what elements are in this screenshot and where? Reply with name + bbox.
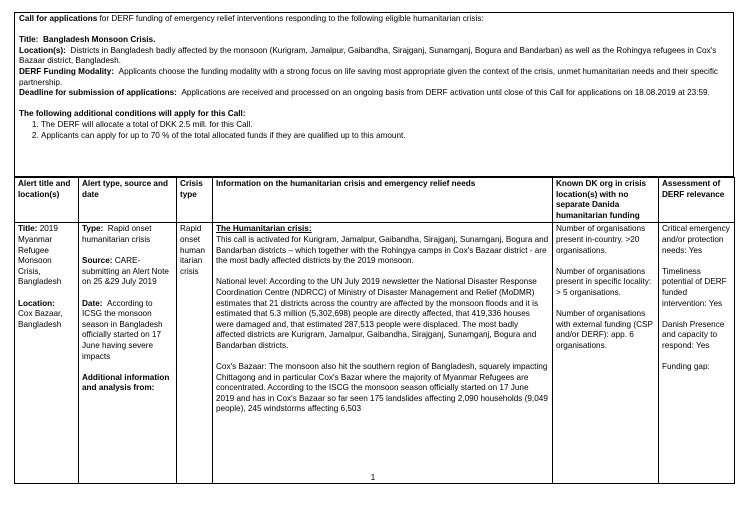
call-intro-label: Call for applications [19, 14, 98, 23]
row-location-label: Location: [18, 298, 55, 308]
title-value: Bangladesh Monsoon Crisis. [42, 35, 156, 45]
cell-known-dk-org [553, 223, 659, 484]
row-type-value: Rapid onset humanitarian crisis [82, 224, 152, 244]
location-label: Location(s): [19, 45, 66, 55]
conditions-heading: The following additional conditions will apply for this Call: [19, 109, 246, 119]
row-crisis-type: Rapid onset human itarian crisis [180, 224, 206, 276]
condition-item: 2. Applicants can apply for up to 70 % of the total allocated funds if they are qualified up to this amount. [41, 131, 729, 142]
title-label: Title: [19, 35, 39, 45]
row-source-label: Source: [82, 256, 113, 266]
row-date-label: Date: [82, 298, 103, 308]
row-type-label: Type: [82, 224, 104, 234]
location-value: Districts in Bangladesh badly affected by the monsoon (Kurigram, Jamalpur, Gaibandha, Sirajganj, Sunamganj, Bogura and Bandarban) as well as the Rohingya refugees in Cox's Bazaar district, Bangladesh. [19, 45, 717, 66]
header-alert-type: Alert type, source and date [79, 178, 177, 223]
modality-value: Applicants choose the funding modality with a strong focus on life saving most appropriate given the context of the crisis, unmet humanitarian needs and their specific partnership. [19, 66, 719, 87]
call-title [19, 35, 729, 46]
call-for-applications-box [14, 12, 734, 177]
row-crisis-paragraph-3: Cox's Bazaar: The monsoon also hit the southern region of Bangladesh, squarely impacting Chittagong and in particular Cox's Bazar where the majority of Myanmar Refugees are concentrated. According to the ISCG the monsoon season officially started on 17 June 2019 and has in Cox's Bazaar so far seen 175 landslides affecting 2,090 households (9,049 people), 245 windstorms affecting 6,503 [216, 362, 548, 414]
deadline-value: Applications are received and processed on an ongoing basis from DERF activation until close of this Call for applications on 18.08.2019 at 23:59. [181, 88, 710, 98]
row-title-value: 2019 Myanmar Refugee Monsoon Crisis, Bangladesh [18, 224, 62, 287]
row-relevance-paragraph-4: Funding gap: [662, 362, 710, 372]
cell-derf-relevance [659, 223, 735, 484]
header-crisis-type: Crisis type [177, 178, 213, 223]
row-org-paragraph-2: Number of organisations present in specific locality: > 5 organisations. [556, 266, 652, 297]
table-row [15, 223, 735, 484]
alert-table [14, 177, 735, 484]
header-alert-title: Alert title and location(s) [15, 178, 79, 223]
row-crisis-heading: The Humanitarian crisis: [216, 224, 312, 234]
row-date-value: According to ICSG the monsoon season in Bangladesh officially started on 17 June having severe impacts [82, 298, 163, 361]
modality-label: DERF Funding Modality: [19, 66, 115, 76]
row-crisis-paragraph-1: This call is activated for Kurigram, Jamalpur, Gaibandha, Sirajganj, Sunamganj, Bogura and Bandarban districts – which together with the Rohingya camps in Cox's Bazaar district - are the most badly affected districts by the 2019 monsoon. [216, 234, 549, 266]
row-crisis-paragraph-2: National level: According to the UN July 2019 newsletter the National Disaster Response Coordination Centre (NDRCC) of Ministry of Disaster Management and Relief (MoDMR) estimates that 21 districts across the country are affected by the monsoon floods and it is estimated that 5.3 million (5,302,698) people are directly affected, that 419,336 houses were damaged and, that estimated 287,513 people were displaced. The most badly affected districts are Kurigram, Jamalpur, Gaibandha, Sirajganj, Sunamganj, Bogura and Bandarban districts. [216, 277, 539, 350]
call-location [19, 46, 729, 67]
cell-crisis-type [177, 223, 213, 484]
table-header-row [15, 178, 735, 223]
row-org-paragraph-3: Number of organisations with external funding (CSP and/or DERF): app. 6 organisations. [556, 309, 653, 350]
row-additional-info: Additional information and analysis from: [82, 372, 170, 393]
row-title-label: Title: [18, 224, 38, 234]
row-relevance-paragraph-2: Timeliness potential of DERF funded intervention: Yes [662, 266, 727, 308]
call-deadline [19, 88, 729, 99]
row-location-value: Cox Bazaar, Bangladesh [18, 309, 63, 329]
row-relevance-paragraph-1: Critical emergency and/or protection needs: Yes [662, 224, 730, 255]
cell-alert-type [79, 223, 177, 484]
cell-alert-title [15, 223, 79, 484]
call-intro-text: for DERF funding of emergency relief interventions responding to the following eligible humanitarian crisis: [97, 14, 484, 23]
row-source-value: CARE- submitting an Alert Note on 25 &29 July 2019 [82, 256, 169, 287]
condition-item: 1. The DERF will allocate a total of DKK 2.5 mill. for this Call. [41, 120, 729, 131]
conditions-list [19, 120, 729, 141]
row-org-paragraph-1: Number of organisations present in-country. >20 organisations. [556, 224, 646, 255]
call-intro [19, 14, 729, 25]
header-known-dk-org: Known DK org in crisis location(s) with no separate Danida humanitarian funding [553, 178, 659, 223]
header-derf-relevance: Assessment of DERF relevance [659, 178, 735, 223]
header-crisis-information: Information on the humanitarian crisis and emergency relief needs [213, 178, 553, 223]
deadline-label: Deadline for submission of applications: [19, 88, 177, 98]
call-modality [19, 67, 729, 88]
cell-crisis-information [213, 223, 553, 484]
document-page [14, 12, 734, 484]
page-number: 1 [370, 473, 376, 482]
row-relevance-paragraph-3: Danish Presence and capacity to respond: Yes [662, 319, 725, 350]
